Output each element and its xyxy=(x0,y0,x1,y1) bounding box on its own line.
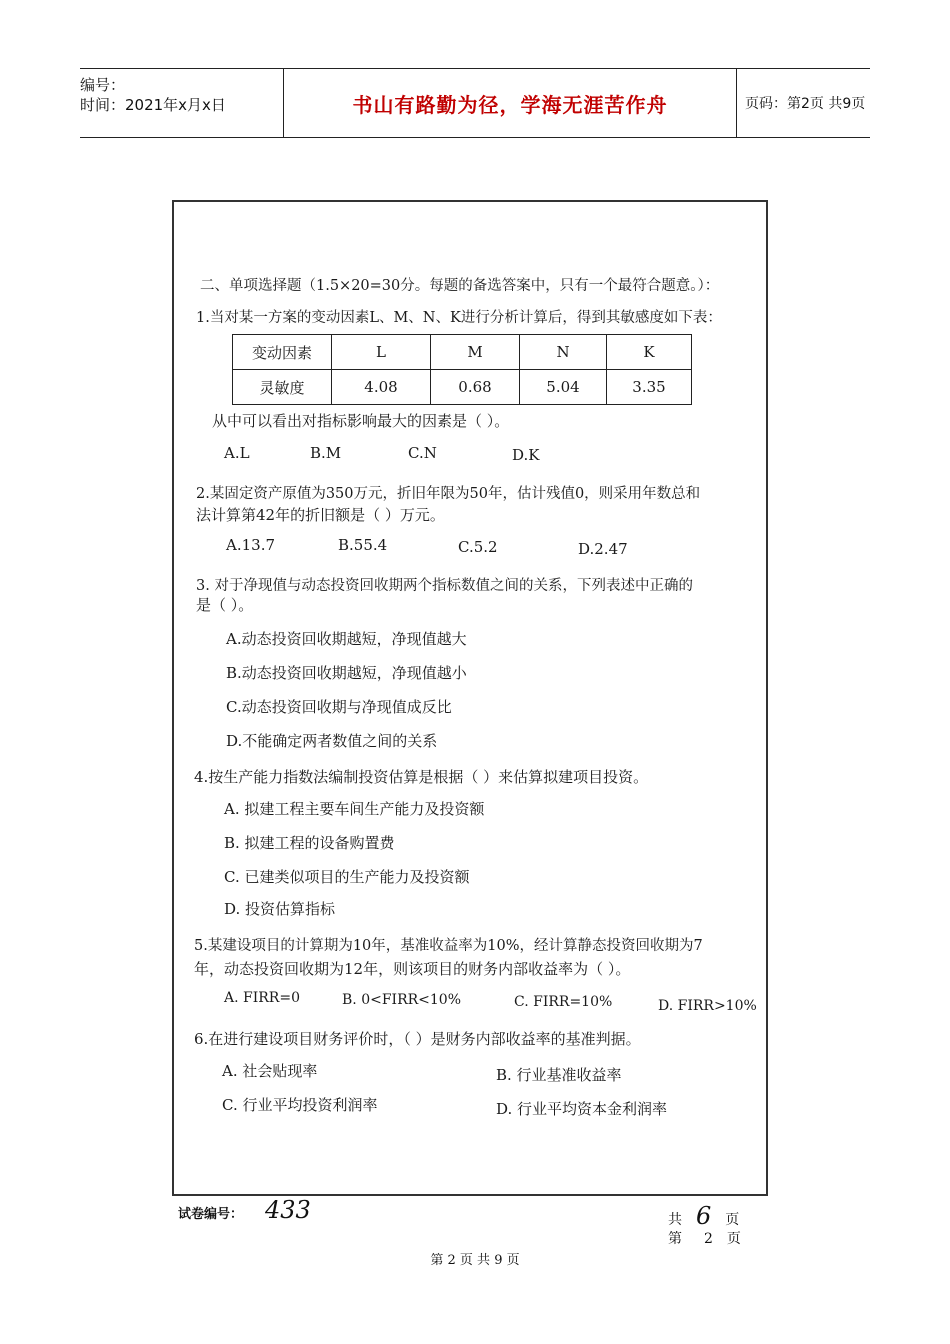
q2-option-c: C.5.2 xyxy=(458,538,498,556)
table-cell: 4.08 xyxy=(332,370,431,405)
q1-stem: 1.当对某一方案的变动因素L、M、N、K进行分析计算后，得到其敏感度如下表： xyxy=(196,310,722,326)
q3-option-d: D.不能确定两者数值之间的关系 xyxy=(226,732,438,750)
table-cell: 变动因素 xyxy=(233,335,332,370)
table-cell: K xyxy=(607,335,692,370)
page-header xyxy=(80,68,870,138)
q5-stem-line1: 5.某建设项目的计算期为10年，基准收益率为10%，经计算静态投资回收期为7 xyxy=(194,938,703,954)
table-cell: M xyxy=(431,335,520,370)
q4-option-b: B. 拟建工程的设备购置费 xyxy=(224,834,395,852)
q4-option-a: A. 拟建工程主要车间生产能力及投资额 xyxy=(224,800,485,818)
header-motto: 书山有路勤为径，学海无涯苦作舟 xyxy=(283,69,737,137)
table-row xyxy=(233,335,692,370)
q6-option-d: D. 行业平均资本金利润率 xyxy=(496,1100,668,1118)
q6-stem: 6.在进行建设项目财务评价时，（ ）是财务内部收益率的基准判据。 xyxy=(194,1030,641,1048)
current-prefix: 第 xyxy=(668,1231,682,1247)
q1-follow: 从中可以看出对指标影响最大的因素是（ ）。 xyxy=(212,412,510,430)
page-number: 第 2 页 共 9 页 xyxy=(430,1253,520,1268)
q3-stem-line2: 是（ ）。 xyxy=(196,596,254,614)
header-date: 时间：2021年x月x日 xyxy=(80,96,226,114)
q3-option-c: C.动态投资回收期与净现值成反比 xyxy=(226,698,452,716)
q6-option-b: B. 行业基准收益率 xyxy=(496,1066,622,1084)
exam-code xyxy=(178,1196,311,1224)
q5-option-b: B. 0<FIRR<10% xyxy=(342,992,461,1008)
total-value: 6 xyxy=(696,1202,712,1230)
exam-total-pages xyxy=(668,1202,739,1230)
q6-option-c: C. 行业平均投资利润率 xyxy=(222,1096,378,1114)
q2-stem-line2: 法计算第42年的折旧额是（ ）万元。 xyxy=(196,506,445,524)
q5-option-d: D. FIRR>10% xyxy=(658,998,757,1014)
q3-stem-line1: 3. 对于净现值与动态投资回收期两个指标数值之间的关系，下列表述中正确的 xyxy=(196,578,693,594)
header-number-label: 编号： xyxy=(80,76,126,94)
q3-option-b: B.动态投资回收期越短，净现值越小 xyxy=(226,664,467,682)
current-value: 2 xyxy=(704,1231,713,1247)
q5-option-a: A. FIRR=0 xyxy=(224,990,300,1006)
table-cell: 0.68 xyxy=(431,370,520,405)
table-cell: 3.35 xyxy=(607,370,692,405)
q1-option-d: D.K xyxy=(512,446,540,464)
total-prefix: 共 xyxy=(668,1212,682,1228)
exam-code-label: 试卷编号： xyxy=(178,1207,244,1222)
exam-current-page xyxy=(668,1228,741,1248)
q4-option-c: C. 已建类似项目的生产能力及投资额 xyxy=(224,868,470,886)
table-cell: N xyxy=(520,335,607,370)
q6-option-a: A. 社会贴现率 xyxy=(222,1062,318,1080)
table-cell: L xyxy=(332,335,431,370)
scanned-exam-page xyxy=(172,200,768,1196)
section-title: 二、单项选择题（1.5×20=30分。每题的备选答案中，只有一个最符合题意。）： xyxy=(200,278,720,294)
q1-option-c: C.N xyxy=(408,444,437,462)
q2-option-a: A.13.7 xyxy=(226,536,275,554)
q2-option-d: D.2.47 xyxy=(578,540,628,558)
q1-option-b: B.M xyxy=(310,444,342,462)
table-cell: 灵敏度 xyxy=(233,370,332,405)
q5-stem-line2: 年，动态投资回收期为12年，则该项目的财务内部收益率为（ ）。 xyxy=(194,960,631,978)
q1-option-a: A.L xyxy=(224,444,250,462)
header-left xyxy=(80,69,283,143)
q4-stem: 4.按生产能力指数法编制投资估算是根据（ ）来估算拟建项目投资。 xyxy=(194,768,649,786)
q5-option-c: C. FIRR=10% xyxy=(514,994,613,1010)
total-suffix: 页 xyxy=(725,1212,740,1228)
q2-stem-line1: 2.某固定资产原值为350万元，折旧年限为50年，估计残值0，则采用年数总和 xyxy=(196,486,701,502)
exam-code-value: 433 xyxy=(265,1196,311,1224)
table-row xyxy=(233,370,692,405)
current-suffix: 页 xyxy=(726,1231,741,1247)
q2-option-b: B.55.4 xyxy=(338,536,388,554)
table-cell: 5.04 xyxy=(520,370,607,405)
q4-option-d: D. 投资估算指标 xyxy=(224,900,336,918)
header-page-info: 页码：第2页 共9页 xyxy=(745,96,866,112)
sensitivity-table xyxy=(232,334,692,405)
q3-option-a: A.动态投资回收期越短，净现值越大 xyxy=(226,630,467,648)
